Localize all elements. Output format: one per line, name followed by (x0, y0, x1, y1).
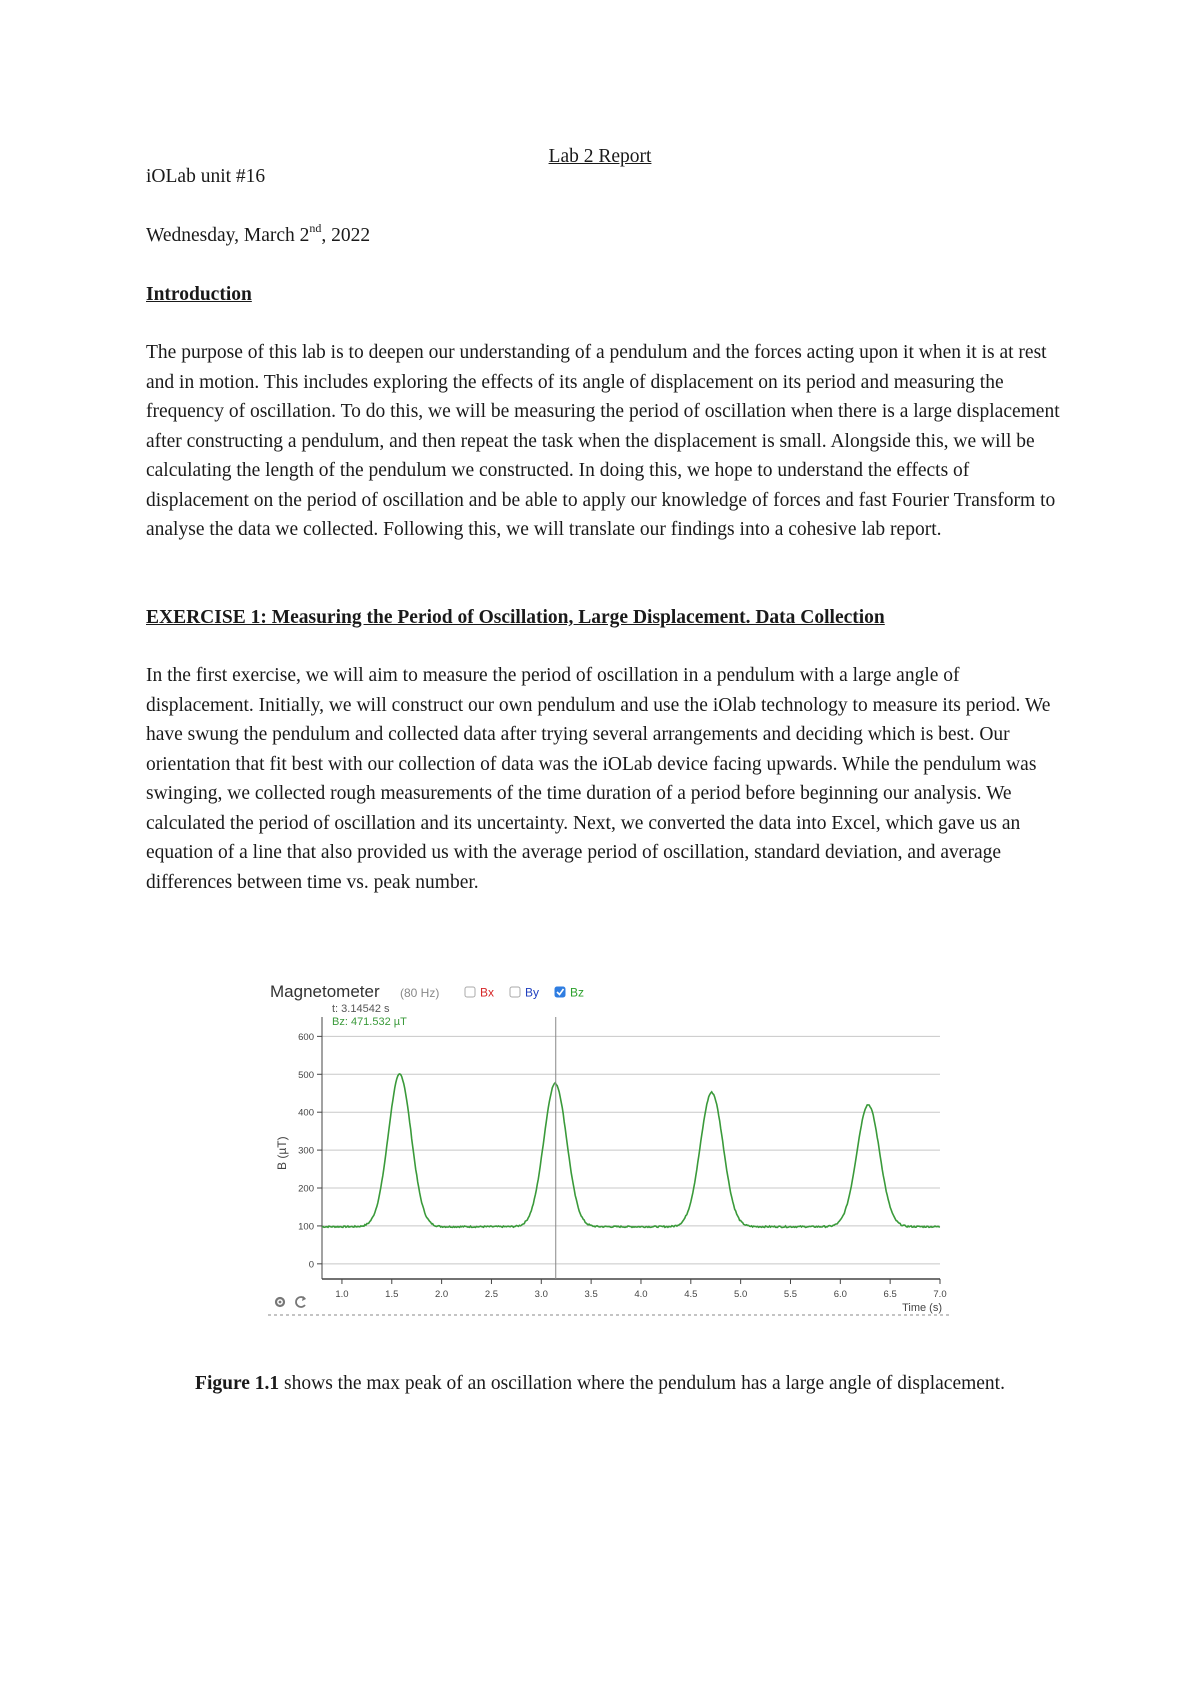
x-tick-label: 3.0 (534, 1289, 548, 1300)
x-axis-ticks (322, 1279, 947, 1300)
chart-grid (322, 1036, 940, 1263)
date-prefix: Wednesday, March 2 (146, 225, 310, 246)
figure-caption (0, 1369, 1200, 1399)
y-axis-ticks (298, 1017, 322, 1279)
legend-checkbox-bx[interactable] (465, 987, 475, 997)
refresh-icon[interactable] (296, 1296, 306, 1307)
legend-item-bx[interactable] (465, 986, 494, 1000)
legend-label-bz: Bz (570, 985, 585, 1000)
introduction-paragraph: The purpose of this lab is to deepen our understanding of a pendulum and the forces acting upon it when it is at rest and in motion. This includes exploring the effects of its angle of displacement on its period and measuring the frequency of oscillation. To do this, we will be measuring the period of oscillation when there is a large displacement after constructing a pendulum, and then repeat the task when the displacement is small. Alongside this, we will be calculating the length of the pendulum we constructed. In doing this, we hope to understand the effects of displacement on the period of oscillation and be able to apply our knowledge of forces and fast Fourier Transform to analyse the data we collected. Following this, we will translate our findings into a cohesive lab report. (146, 342, 1060, 540)
exercise-1-paragraph: In the first exercise, we will aim to measure the period of oscillation in a pendulum with a large angle of displacement. Initially, we will construct our own pendulum and use the iOlab technology to measure its period. We have swung the pendulum and collected data after trying several arrangements and deciding which is best. Our orientation that fit best with our collection of data was the iOLab device facing upwards. While the pendulum was swinging, we collected rough measurements of the time duration of a period before beginning our analysis. We calculated the period of oscillation and its uncertainty. Next, we converted the data into Excel, which gave us an equation of a line that also provided us with the average period of oscillation, standard deviation, and average differences between time vs. peak number. (146, 665, 1051, 893)
date-superscript: nd (309, 221, 322, 235)
chart-title: Magnetometer (270, 982, 380, 1001)
date-line (146, 221, 1062, 251)
x-tick-label: 2.5 (484, 1289, 499, 1300)
x-tick-label: 5.5 (783, 1289, 798, 1300)
caption-figure-number: Figure 1.1 (195, 1373, 280, 1394)
y-axis-label: B (µT) (275, 1136, 289, 1170)
chart-legend (465, 986, 584, 1000)
x-tick-label: 1.5 (385, 1289, 399, 1300)
legend-item-by[interactable] (510, 986, 539, 1000)
x-tick-label: 7.0 (933, 1289, 947, 1300)
y-tick-label: 0 (308, 1259, 314, 1271)
x-tick-label: 6.5 (883, 1289, 897, 1300)
legend-item-bz[interactable] (555, 986, 584, 1000)
x-tick-label: 4.0 (634, 1289, 648, 1300)
legend-label-bx: Bx (480, 985, 495, 1000)
x-tick-label: 2.0 (435, 1289, 449, 1300)
x-axis-label: Time (s) (902, 1302, 942, 1314)
date-suffix: , 2022 (321, 225, 371, 246)
legend-checkbox-bz[interactable] (555, 987, 565, 997)
y-tick-label: 600 (298, 1031, 314, 1043)
caption-text: shows the max peak of an oscillation where the pendulum has a large angle of displacement. (279, 1373, 1005, 1394)
report-title: Lab 2 Report (548, 146, 652, 167)
magnetometer-figure (268, 975, 952, 1322)
cursor-value-label: Bz: 471.532 µT (332, 1016, 407, 1028)
series-line-bz (322, 1074, 940, 1228)
x-tick-label: 4.5 (684, 1289, 698, 1300)
introduction-heading: Introduction (146, 284, 252, 305)
x-tick-label: 6.0 (833, 1289, 847, 1300)
chart-subtitle: (80 Hz) (400, 986, 440, 1000)
exercise-1-heading: EXERCISE 1: Measuring the Period of Oscillation, Large Displacement. Data Collection (146, 607, 885, 628)
settings-gear-icon[interactable] (276, 1298, 284, 1306)
legend-label-by: By (525, 985, 540, 1000)
y-tick-label: 500 (298, 1069, 314, 1081)
legend-checkbox-by[interactable] (510, 987, 520, 997)
y-tick-label: 400 (298, 1107, 314, 1119)
cursor-time-label: t: 3.14542 s (332, 1003, 390, 1015)
y-tick-label: 100 (298, 1221, 314, 1233)
x-tick-label: 5.0 (734, 1289, 748, 1300)
y-tick-label: 200 (298, 1183, 314, 1195)
x-tick-label: 3.5 (584, 1289, 598, 1300)
unit-line: iOLab unit #16 (146, 166, 266, 187)
x-tick-label: 1.0 (335, 1289, 349, 1300)
magnetometer-chart (268, 975, 952, 1322)
y-tick-label: 300 (298, 1145, 314, 1157)
